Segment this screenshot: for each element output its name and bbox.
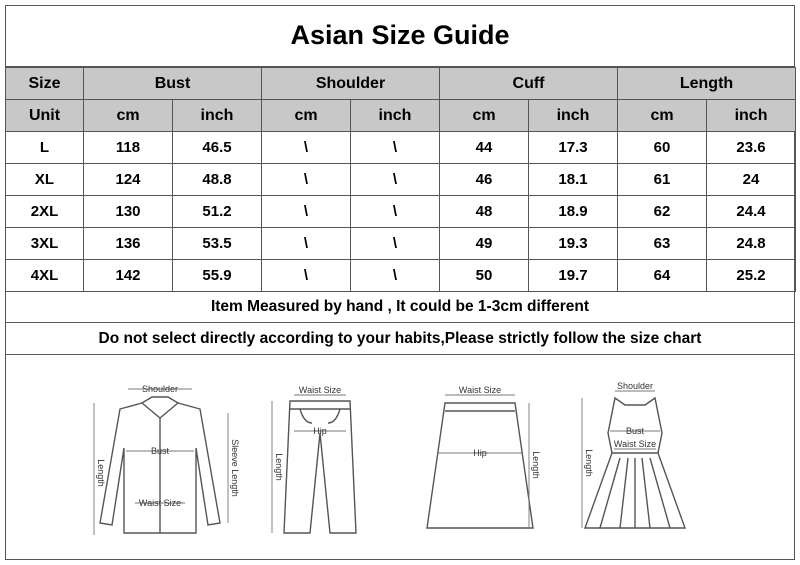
value-cell: 18.9 bbox=[529, 196, 618, 228]
value-cell: 55.9 bbox=[173, 260, 262, 292]
shirt-shoulder-label: Shoulder bbox=[141, 384, 179, 394]
table-row bbox=[6, 260, 796, 292]
table-row bbox=[6, 228, 796, 260]
value-cell: 50 bbox=[440, 260, 529, 292]
value-cell: 19.7 bbox=[529, 260, 618, 292]
header-shoulder: Shoulder bbox=[262, 68, 440, 100]
unit-cell: inch bbox=[351, 100, 440, 132]
value-cell: 46.5 bbox=[173, 132, 262, 164]
shirt-icon bbox=[80, 373, 240, 553]
size-table bbox=[5, 67, 796, 292]
shirt-sleeve-label: Sleeve Length bbox=[230, 439, 240, 497]
table-row bbox=[6, 132, 796, 164]
pants-length-label: Length bbox=[274, 453, 284, 481]
value-cell: 44 bbox=[440, 132, 529, 164]
shirt-length-label: Length bbox=[96, 459, 106, 487]
value-cell: \ bbox=[351, 132, 440, 164]
unit-cell: cm bbox=[618, 100, 707, 132]
value-cell: 49 bbox=[440, 228, 529, 260]
pants-diagram bbox=[260, 373, 370, 553]
value-cell: \ bbox=[262, 132, 351, 164]
value-cell: 19.3 bbox=[529, 228, 618, 260]
value-cell: \ bbox=[351, 164, 440, 196]
value-cell: \ bbox=[351, 260, 440, 292]
value-cell: 46 bbox=[440, 164, 529, 196]
value-cell: \ bbox=[262, 196, 351, 228]
unit-cell: cm bbox=[262, 100, 351, 132]
value-cell: 24.8 bbox=[707, 228, 796, 260]
skirt-icon bbox=[415, 373, 545, 553]
header-size: Size bbox=[6, 68, 84, 100]
pants-waist-label: Waist Size bbox=[298, 385, 342, 395]
shirt-diagram bbox=[80, 373, 240, 553]
measurement-note: Item Measured by hand , It could be 1-3cm different bbox=[5, 291, 795, 323]
table-row bbox=[6, 164, 796, 196]
value-cell: 60 bbox=[618, 132, 707, 164]
value-cell: 130 bbox=[84, 196, 173, 228]
value-cell: 62 bbox=[618, 196, 707, 228]
unit-cell: inch bbox=[529, 100, 618, 132]
value-cell: 24 bbox=[707, 164, 796, 196]
skirt-length-label: Length bbox=[531, 451, 541, 479]
value-cell: 24.4 bbox=[707, 196, 796, 228]
unit-label: Unit bbox=[6, 100, 84, 132]
value-cell: \ bbox=[262, 228, 351, 260]
value-cell: 17.3 bbox=[529, 132, 618, 164]
size-cell: L bbox=[6, 132, 84, 164]
pants-icon bbox=[260, 373, 370, 553]
value-cell: 48.8 bbox=[173, 164, 262, 196]
size-cell: 3XL bbox=[6, 228, 84, 260]
value-cell: 48 bbox=[440, 196, 529, 228]
value-cell: \ bbox=[351, 196, 440, 228]
unit-cell: cm bbox=[84, 100, 173, 132]
skirt-waist-label: Waist Size bbox=[458, 385, 502, 395]
value-cell: 124 bbox=[84, 164, 173, 196]
header-bust: Bust bbox=[84, 68, 262, 100]
dress-shoulder-label: Shoulder bbox=[616, 381, 654, 391]
size-cell: XL bbox=[6, 164, 84, 196]
value-cell: 136 bbox=[84, 228, 173, 260]
table-header-row bbox=[6, 68, 796, 100]
value-cell: 51.2 bbox=[173, 196, 262, 228]
unit-cell: cm bbox=[440, 100, 529, 132]
size-chart-warning: Do not select directly according to your habits,Please strictly follow the size chart bbox=[5, 323, 795, 355]
dress-bust-label: Bust bbox=[625, 426, 645, 436]
shirt-bust-label: Bust bbox=[150, 446, 170, 456]
value-cell: 23.6 bbox=[707, 132, 796, 164]
value-cell: \ bbox=[351, 228, 440, 260]
value-cell: 18.1 bbox=[529, 164, 618, 196]
size-cell: 4XL bbox=[6, 260, 84, 292]
dress-diagram bbox=[570, 373, 700, 553]
value-cell: 118 bbox=[84, 132, 173, 164]
page-title: Asian Size Guide bbox=[5, 5, 795, 67]
pants-hip-label: Hip bbox=[313, 426, 327, 436]
table-row bbox=[6, 196, 796, 228]
skirt-hip-label: Hip bbox=[473, 448, 487, 458]
unit-cell: inch bbox=[707, 100, 796, 132]
header-cuff: Cuff bbox=[440, 68, 618, 100]
value-cell: 142 bbox=[84, 260, 173, 292]
table-unit-row bbox=[6, 100, 796, 132]
dress-length-label: Length bbox=[584, 449, 594, 477]
value-cell: 64 bbox=[618, 260, 707, 292]
value-cell: 53.5 bbox=[173, 228, 262, 260]
garment-diagrams bbox=[5, 355, 795, 560]
value-cell: 25.2 bbox=[707, 260, 796, 292]
value-cell: 63 bbox=[618, 228, 707, 260]
header-length: Length bbox=[618, 68, 796, 100]
dress-waist-label: Waist Size bbox=[613, 439, 657, 449]
dress-icon bbox=[570, 373, 700, 553]
shirt-waist-label: Waist Size bbox=[138, 498, 182, 508]
size-cell: 2XL bbox=[6, 196, 84, 228]
value-cell: 61 bbox=[618, 164, 707, 196]
skirt-diagram bbox=[415, 373, 545, 553]
unit-cell: inch bbox=[173, 100, 262, 132]
value-cell: \ bbox=[262, 260, 351, 292]
value-cell: \ bbox=[262, 164, 351, 196]
